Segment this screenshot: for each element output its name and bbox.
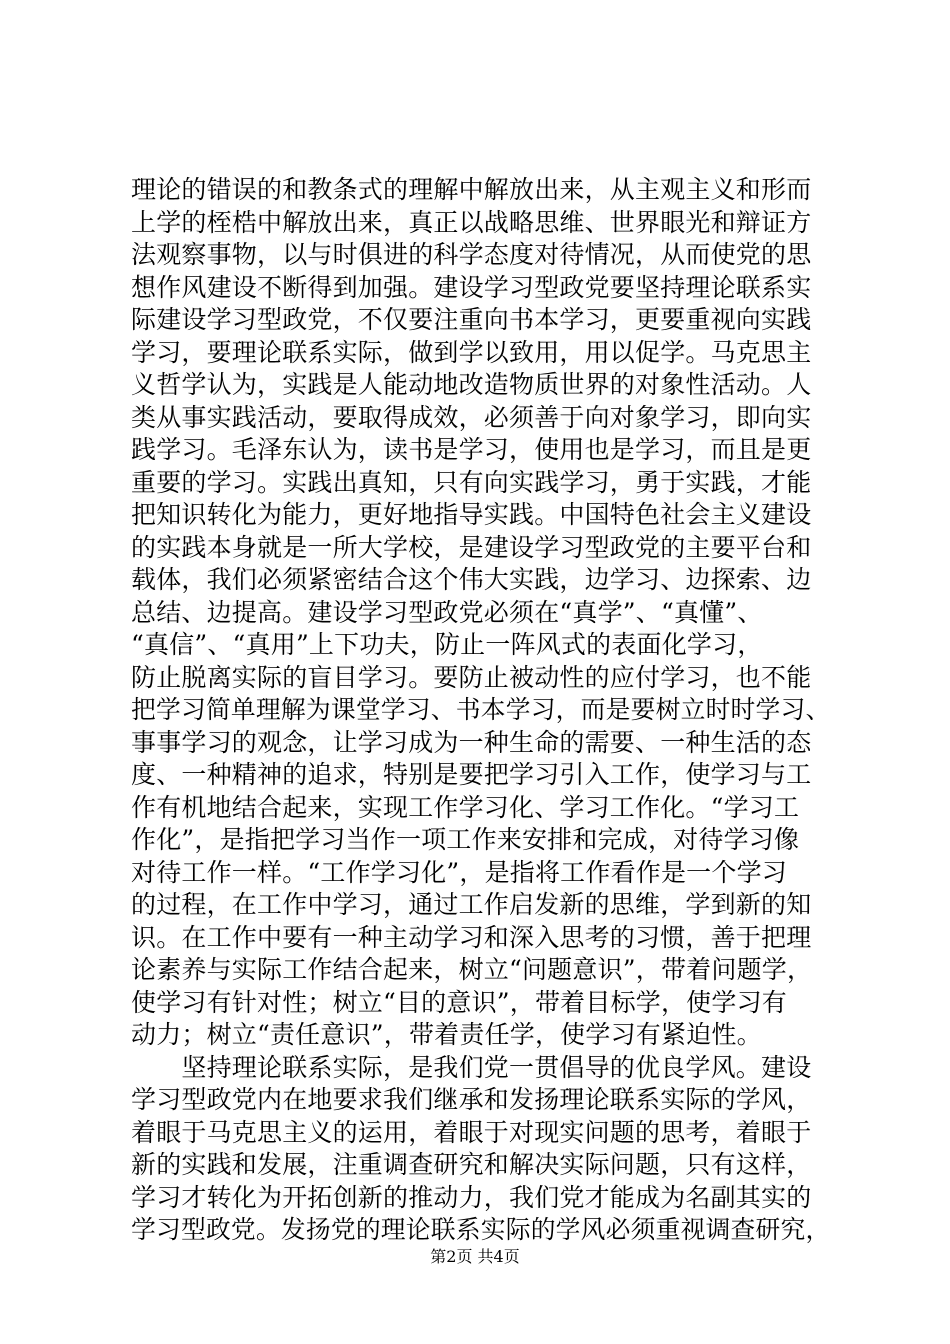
text-line: 识。在工作中要有一种主动学习和深入思考的习惯，善于把理 [131, 922, 812, 952]
text-line: 重要的学习。实践出真知，只有向实践学习，勇于实践，才能 [131, 467, 812, 497]
text-line: 载体，我们必须紧密结合这个伟大实践，边学习、边探索、边 [131, 565, 812, 594]
text-line: 的实践本身就是一所大学校，是建设学习型政党的主要平台和 [131, 532, 812, 562]
text-line: 作有机地结合起来，实现工作学习化、学习工作化。“学习工 [131, 792, 800, 822]
text-line: 着眼于马克思主义的运用，着眼于对现实问题的思考，着眼于 [131, 1117, 812, 1147]
text-line: 学习，要理论联系实际，做到学以致用，用以促学。马克思主 [131, 337, 812, 367]
text-line: 学习型政党。发扬党的理论联系实际的学风必须重视调查研究， [131, 1215, 831, 1244]
text-line: 想作风建设不断得到加强。建设学习型政党要坚持理论联系实 [131, 272, 812, 302]
text-line: 论素养与实际工作结合起来，树立“问题意识”，带着问题学， [131, 955, 813, 984]
text-line: 度、一种精神的追求，特别是要把学习引入工作，使学习与工 [131, 760, 812, 789]
text-line: 防止脱离实际的盲目学习。要防止被动性的应付学习，也不能 [131, 662, 812, 692]
text-line: “真信”、“真用”上下功夫，防止一阵风式的表面化学习， [131, 630, 763, 659]
text-line: 总结、边提高。建设学习型政党必须在“真学”、“真懂”、 [131, 597, 763, 627]
text-line: 际建设学习型政党，不仅要注重向书本学习，更要重视向实践 [131, 305, 812, 334]
text-line: 对待工作一样。“工作学习化”，是指将工作看作是一个学习 [131, 857, 787, 887]
text-line: 类从事实践活动，要取得成效，必须善于向对象学习，即向实 [131, 402, 812, 432]
text-line: 法观察事物，以与时俱进的科学态度对待情况，从而使党的思 [131, 240, 812, 269]
text-line: 坚持理论联系实际，是我们党一贯倡导的优良学风。建设 [131, 1052, 812, 1082]
text-line: 使学习有针对性；树立“目的意识”，带着目标学，使学习有 [131, 987, 787, 1017]
text-line: 新的实践和发展，注重调查研究和解决实际问题，只有这样， [131, 1150, 812, 1179]
text-line: 上学的桎梏中解放出来，真正以战略思维、世界眼光和辩证方 [131, 207, 812, 237]
text-line: 的过程，在工作中学习，通过工作启发新的思维，学到新的知 [131, 890, 812, 919]
text-line: 事事学习的观念，让学习成为一种生命的需要、一种生活的态 [131, 727, 812, 757]
text-line: 把知识转化为能力，更好地指导实践。中国特色社会主义建设 [131, 500, 812, 529]
text-line: 动力；树立“责任意识”，带着责任学，使学习有紧迫性。 [131, 1020, 762, 1049]
text-line: 践学习。毛泽东认为，读书是学习，使用也是学习，而且是更 [131, 435, 812, 464]
text-line: 义哲学认为，实践是人能动地改造物质世界的对象性活动。人 [131, 370, 812, 399]
body-text [131, 174, 831, 1247]
page-footer: 第2页 共4页 [430, 1247, 520, 1266]
text-line: 作化”，是指把学习当作一项工作来安排和完成，对待学习像 [131, 825, 800, 854]
text-line: 把学习简单理解为课堂学习、书本学习，而是要树立时时学习、 [131, 695, 831, 724]
text-line: 学习才转化为开拓创新的推动力，我们党才能成为名副其实的 [131, 1182, 812, 1212]
text-line: 理论的错误的和教条式的理解中解放出来，从主观主义和形而 [131, 175, 812, 204]
text-line: 学习型政党内在地要求我们继承和发扬理论联系实际的学风， [131, 1085, 812, 1114]
